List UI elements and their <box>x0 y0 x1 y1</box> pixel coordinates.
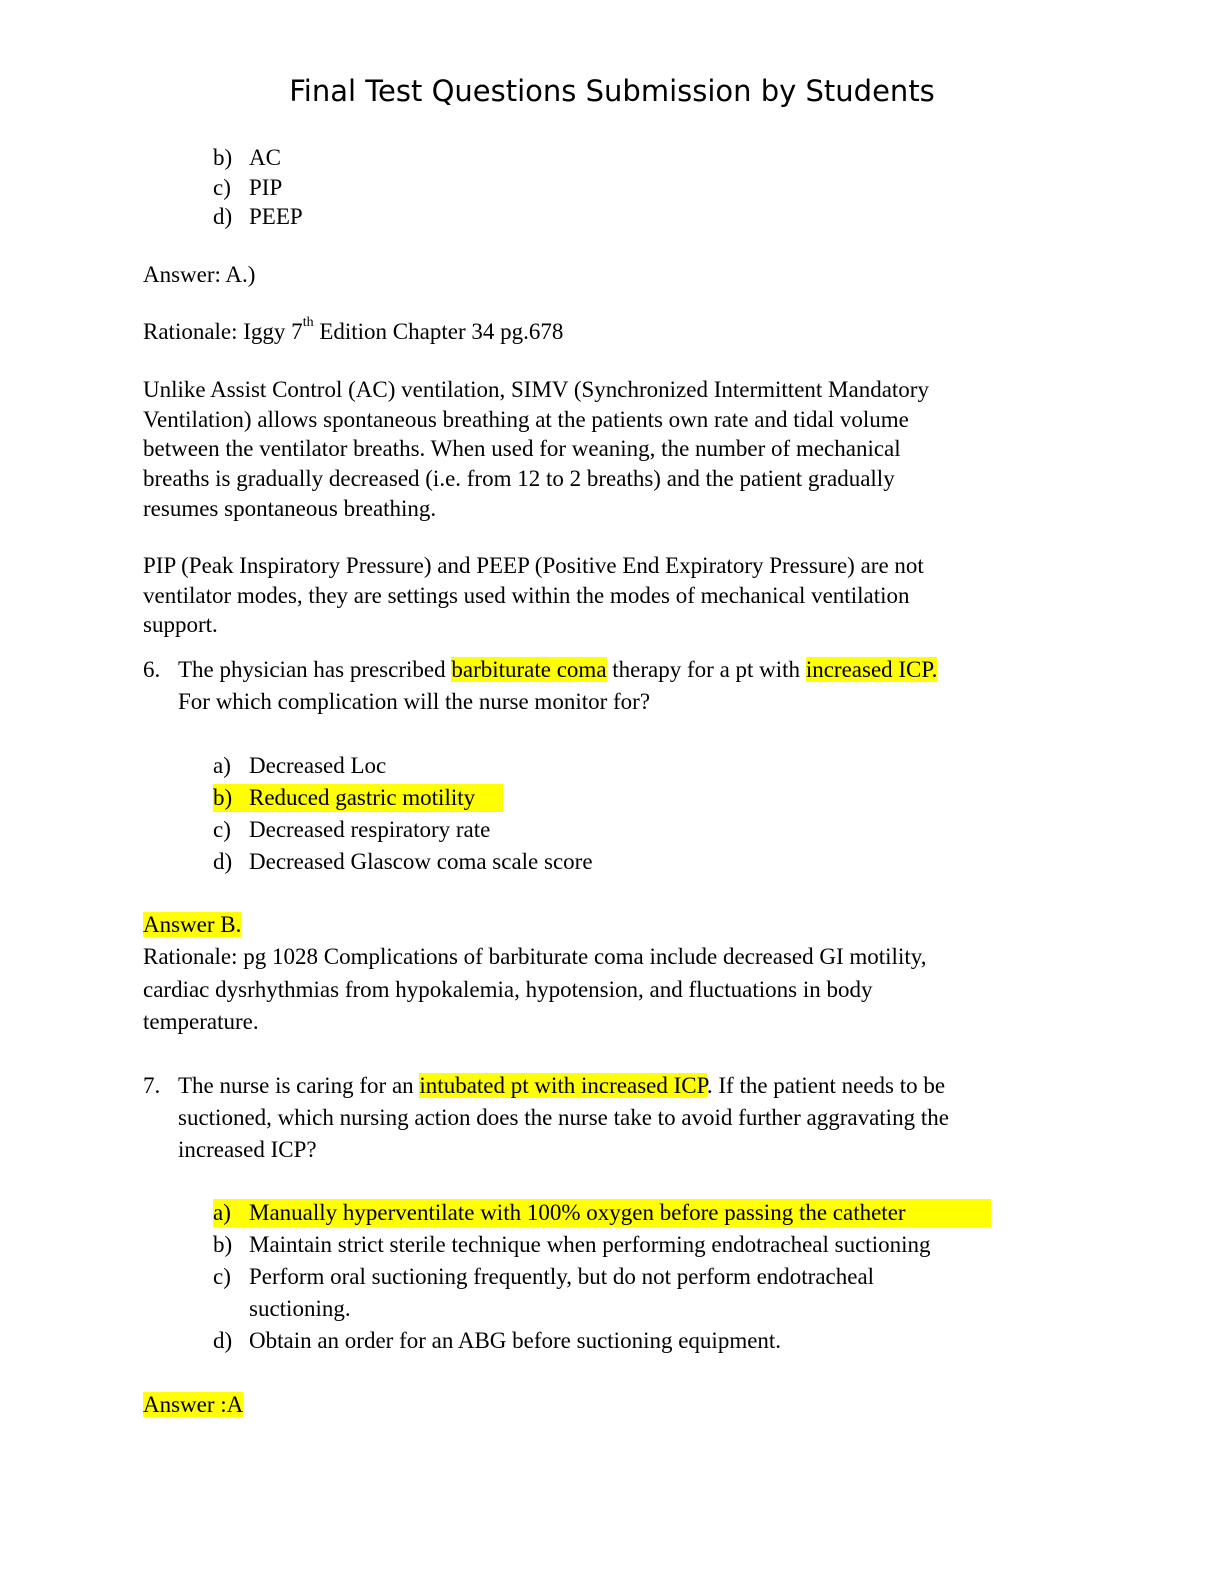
question-stem-line-1 <box>178 656 937 684</box>
question-number: 6. <box>143 657 161 682</box>
highlight-intubated-pt: intubated pt with increased ICP <box>419 1073 707 1098</box>
prev-rationale-sup: th <box>302 315 314 330</box>
answer-highlight: Answer B. <box>143 912 242 937</box>
prev-option-letter-b: b) <box>213 145 233 170</box>
option-letter-c: c) <box>213 1264 231 1289</box>
prev-option-letter-d: d) <box>213 204 233 229</box>
prev-answer: Answer: A.) <box>143 262 256 287</box>
prev-rationale-suffix: Edition Chapter 34 pg.678 <box>313 319 564 344</box>
rationale-line: Rationale: pg 1028 Complications of barbiturate coma include decreased GI motility, <box>143 944 927 969</box>
option-text-b: Maintain strict sterile technique when performing endotracheal suctioning <box>249 1232 931 1257</box>
paragraph-line: support. <box>143 612 218 637</box>
option-text-a: Manually hyperventilate with 100% oxygen before passing the catheter <box>249 1200 906 1225</box>
highlight-barbiturate-coma: barbiturate coma <box>451 657 607 682</box>
highlight-increased-icp: increased ICP. <box>805 657 938 682</box>
option-a-highlighted <box>213 1199 991 1227</box>
paragraph-line: Unlike Assist Control (AC) ventilation, SIMV (Synchronized Intermittent Mandatory <box>143 377 929 402</box>
option-letter-b: b) <box>213 1232 233 1257</box>
page-title: Final Test Questions Submission by Students <box>289 74 935 108</box>
prev-option-text-c: PIP <box>249 175 283 200</box>
option-text-d: Obtain an order for an ABG before suctioning equipment. <box>249 1328 782 1353</box>
paragraph-line: resumes spontaneous breathing. <box>143 496 437 521</box>
option-letter-a: a) <box>213 753 231 778</box>
prev-option-text-d: PEEP <box>249 204 303 229</box>
option-letter-d: d) <box>213 849 233 874</box>
stem-text: The physician has prescribed <box>178 657 452 682</box>
rationale-line: temperature. <box>143 1009 259 1034</box>
answer-label <box>143 1391 243 1419</box>
prev-rationale-prefix: Rationale: Iggy 7 <box>143 319 303 344</box>
prev-option-letter-c: c) <box>213 175 231 200</box>
answer-label <box>143 911 241 939</box>
option-b-highlighted <box>213 784 503 812</box>
option-text-c: Decreased respiratory rate <box>249 817 491 842</box>
option-letter-d: d) <box>213 1328 233 1353</box>
answer-highlight: Answer :A <box>143 1392 244 1417</box>
option-text-c: Perform oral suctioning frequently, but do not perform endotracheal <box>249 1264 875 1289</box>
question-stem-line-3: increased ICP? <box>178 1137 317 1162</box>
option-text-d: Decreased Glascow coma scale score <box>249 849 593 874</box>
question-number: 7. <box>143 1073 161 1098</box>
paragraph-line: Ventilation) allows spontaneous breathing at the patients own rate and tidal volume <box>143 407 909 432</box>
stem-text: . If the patient needs to be <box>706 1073 946 1098</box>
stem-text: therapy for a pt with <box>606 657 806 682</box>
question-stem-line-2: suctioned, which nursing action does the nurse take to avoid further aggravating the <box>178 1105 949 1130</box>
option-letter-a: a) <box>213 1200 231 1225</box>
question-stem-line-2: For which complication will the nurse monitor for? <box>178 689 651 714</box>
prev-option-text-b: AC <box>249 145 281 170</box>
paragraph-line: breaths is gradually decreased (i.e. from 12 to 2 breaths) and the patient gradually <box>143 466 895 491</box>
option-letter-c: c) <box>213 817 231 842</box>
option-text-c-continued: suctioning. <box>249 1296 351 1321</box>
question-stem-line-1 <box>178 1072 945 1100</box>
option-text-a: Decreased Loc <box>249 753 387 778</box>
rationale-line: cardiac dysrhythmias from hypokalemia, hypotension, and fluctuations in body <box>143 977 873 1002</box>
prev-rationale <box>143 315 564 346</box>
paragraph-line: PIP (Peak Inspiratory Pressure) and PEEP (Positive End Expiratory Pressure) are not <box>143 553 924 578</box>
paragraph-line: ventilator modes, they are settings used within the modes of mechanical ventilation <box>143 583 910 608</box>
option-letter-b: b) <box>213 785 233 810</box>
stem-text: The nurse is caring for an <box>178 1073 420 1098</box>
paragraph-line: between the ventilator breaths. When used for weaning, the number of mechanical <box>143 436 901 461</box>
option-text-b: Reduced gastric motility <box>249 785 476 810</box>
